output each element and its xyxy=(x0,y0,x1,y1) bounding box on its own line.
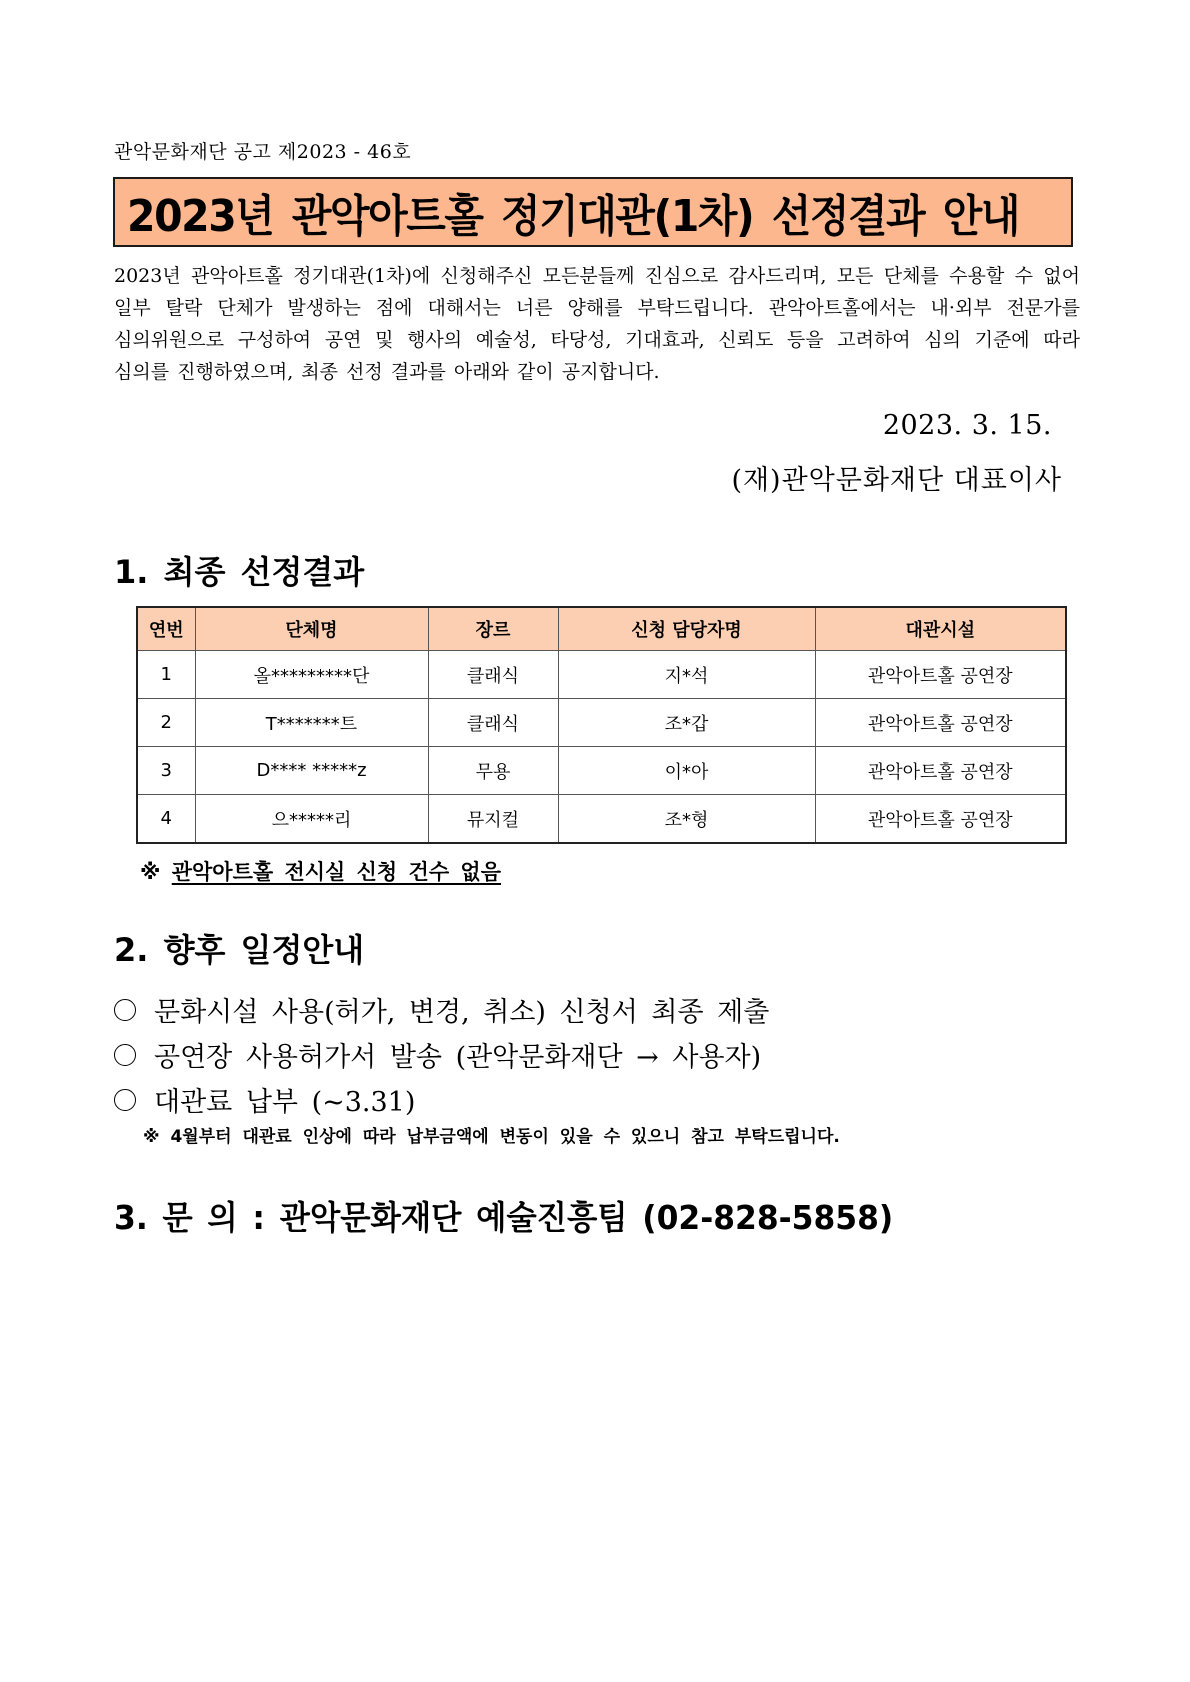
schedule-item-text: 문화시설 사용(허가, 변경, 취소) 신청서 최종 제출 xyxy=(154,997,770,1028)
cell-facility: 관악아트홀 공연장 xyxy=(815,795,1066,844)
column-header: 대관시설 xyxy=(815,607,1066,651)
intro-paragraph xyxy=(114,260,1080,388)
circle-bullet-icon xyxy=(114,1089,136,1111)
cell-facility: 관악아트홀 공연장 xyxy=(815,651,1066,699)
fee-change-note: ※ 4월부터 대관료 인상에 따라 납부금액에 변동이 있을 수 있으니 참고 부탁드립니다. xyxy=(143,1127,840,1147)
intro-line: 일부 탈락 단체가 발생하는 점에 대해서는 너른 양해를 부탁드립니다. 관악아트홀에서는 내·외부 전문가를 xyxy=(114,297,1080,319)
table-row xyxy=(137,699,1066,747)
cell-group-name: 으*****리 xyxy=(195,795,428,844)
schedule-item xyxy=(114,1035,761,1074)
exhibition-note xyxy=(140,856,501,886)
cell-genre: 클래식 xyxy=(428,651,558,699)
reference-mark-icon: ※ xyxy=(140,860,161,884)
table-row xyxy=(137,651,1066,699)
cell-facility: 관악아트홀 공연장 xyxy=(815,699,1066,747)
exhibition-note-text: 관악아트홀 전시실 신청 건수 없음 xyxy=(171,860,501,884)
table-row xyxy=(137,795,1066,844)
cell-genre: 클래식 xyxy=(428,699,558,747)
contact-heading: 3. 문 의 : 관악문화재단 예술진흥팀 (02-828-5858) xyxy=(114,1198,894,1237)
schedule-item-text: 공연장 사용허가서 발송 (관악문화재단 → 사용자) xyxy=(154,1042,762,1073)
title-banner xyxy=(113,177,1073,247)
cell-facility: 관악아트홀 공연장 xyxy=(815,747,1066,795)
cell-genre: 뮤지컬 xyxy=(428,795,558,844)
schedule-item xyxy=(114,990,769,1029)
cell-group-name: T*******트 xyxy=(195,699,428,747)
table-row xyxy=(137,747,1066,795)
cell-contact-name: 조*형 xyxy=(558,795,815,844)
cell-number: 4 xyxy=(137,795,195,844)
cell-number: 3 xyxy=(137,747,195,795)
cell-group-name: 올*********단 xyxy=(195,651,428,699)
document-title: 2023년 관악아트홀 정기대관(1차) 선정결과 안내 xyxy=(127,191,1020,242)
section-heading-schedule: 2. 향후 일정안내 xyxy=(114,931,365,969)
intro-line: 심의를 진행하였으며, 최종 선정 결과를 아래와 같이 공지합니다. xyxy=(114,361,660,383)
column-header: 연번 xyxy=(137,607,195,651)
cell-contact-name: 이*아 xyxy=(558,747,815,795)
schedule-item-text: 대관료 납부 (~3.31) xyxy=(154,1087,416,1118)
issuer-signature: (재)관악문화재단 대표이사 xyxy=(731,465,1062,496)
column-header: 신청 담당자명 xyxy=(558,607,815,651)
cell-genre: 무용 xyxy=(428,747,558,795)
intro-line: 2023년 관악아트홀 정기대관(1차)에 신청해주신 모든분들께 진심으로 감사드리며, 모든 단체를 수용할 수 없어 xyxy=(114,265,1080,287)
intro-line: 심의위원으로 구성하여 공연 및 행사의 예술성, 타당성, 기대효과, 신뢰도 등을 고려하여 심의 기준에 따라 xyxy=(114,329,1080,351)
notice-date: 2023. 3. 15. xyxy=(882,410,1052,441)
circle-bullet-icon xyxy=(114,1044,136,1066)
cell-number: 2 xyxy=(137,699,195,747)
column-header: 장르 xyxy=(428,607,558,651)
schedule-item xyxy=(114,1080,415,1119)
table-header-row xyxy=(137,607,1066,651)
cell-number: 1 xyxy=(137,651,195,699)
cell-contact-name: 지*석 xyxy=(558,651,815,699)
cell-group-name: D**** *****z xyxy=(195,747,428,795)
circle-bullet-icon xyxy=(114,999,136,1021)
column-header: 단체명 xyxy=(195,607,428,651)
section-heading-results: 1. 최종 선정결과 xyxy=(114,553,365,591)
results-table xyxy=(136,606,1067,844)
notice-number: 관악문화재단 공고 제2023 - 46호 xyxy=(114,141,412,163)
cell-contact-name: 조*갑 xyxy=(558,699,815,747)
